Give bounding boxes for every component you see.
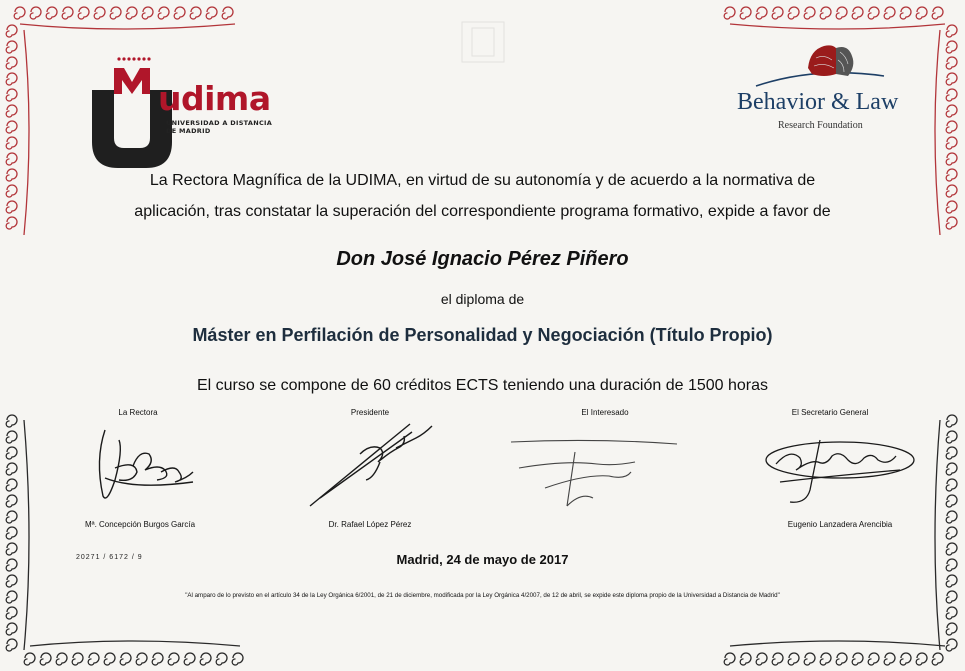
ornament-swirl [730,24,945,29]
ornament-scroll [78,7,89,19]
ornament-scroll [6,511,17,523]
ornament-scroll [868,653,879,665]
ornament-scroll [868,7,879,19]
udima-wordmark: udima [158,79,271,118]
ornament-scroll [946,89,957,101]
ornament-scroll [120,653,131,665]
ornament-scroll [946,591,957,603]
signature-name-secretario: Eugenio Lanzadera Arencibia [787,520,893,529]
ornament-scroll [30,7,41,19]
ornament-scroll [852,7,863,19]
ornament-scroll [946,25,957,37]
ornament-scroll [152,653,163,665]
ornament-swirl [730,641,945,646]
ornament-scroll [884,653,895,665]
ornament-scroll [6,201,17,213]
ornament-scroll [836,653,847,665]
ornament-scroll [94,7,105,19]
ornament-scroll [946,463,957,475]
ornament-swirl [30,641,240,646]
ornament-scroll [946,431,957,443]
ornament-scroll [788,7,799,19]
ornament-scroll [946,575,957,587]
ornament-scroll [756,7,767,19]
ornament-scroll [6,447,17,459]
signature-interesado [505,432,685,517]
signature-name-rectora: Mª. Concepción Burgos García [84,520,196,529]
signature-name-presidente: Dr. Rafael López Pérez [328,520,412,529]
degree-title: Máster en Perfilación de Personalidad y Negociación (Título Propio) [192,325,773,345]
ornament-scroll [946,73,957,85]
ornament-scroll [6,25,17,37]
ornament-scroll [946,607,957,619]
ornament-swirl [20,24,235,29]
ornament-scroll [836,7,847,19]
ornament-scroll [884,7,895,19]
ornament-swirl [935,420,940,650]
ornament-scroll [724,7,735,19]
behavior-law-name: Behavior & Law [737,89,899,115]
ornament-scroll [110,7,121,19]
ornament-scroll [6,57,17,69]
place-and-date: Madrid, 24 de mayo de 2017 [396,552,569,567]
ornament-scroll [900,7,911,19]
ornament-scroll [946,41,957,53]
ornament-swirl [24,420,29,650]
udima-subtitle [166,119,272,135]
ornament-scroll [804,7,815,19]
ornament-scroll [788,653,799,665]
ornament-scroll [6,153,17,165]
ornament-scroll [932,7,943,19]
ornament-scroll [184,653,195,665]
ornament-scroll [946,623,957,635]
behavior-law-subtitle: Research Foundation [778,120,863,131]
ornament-scroll [6,591,17,603]
ornament-scroll [804,653,815,665]
ornament-scroll [946,511,957,523]
registration-number: 20271 / 6172 / 9 [76,554,143,561]
ornament-scroll [6,463,17,475]
ornament-scroll [946,201,957,213]
ornament-scroll [946,495,957,507]
ornament-scroll [6,73,17,85]
ornament-scroll [772,653,783,665]
ornament-scroll [932,653,943,665]
ornament-scroll [6,105,17,117]
ornament-scroll [916,653,927,665]
ornament-scroll [724,653,735,665]
ornament-scroll [190,7,201,19]
ornament-scroll [946,185,957,197]
signature-title-interesado: El Interesado [581,408,629,417]
ornament-scroll [6,527,17,539]
ornament-scroll [820,653,831,665]
ornament-scroll [946,415,957,427]
ornament-scroll [756,653,767,665]
ornament-scroll [852,653,863,665]
ornament-scroll [6,137,17,149]
ornament-scroll [136,653,147,665]
ornament-scroll [6,495,17,507]
ornament-scroll [740,7,751,19]
ornament-scroll [946,479,957,491]
udima-subtitle-line2: DE MADRID [166,127,211,135]
intro-line-1: La Rectora Magnífica de la UDIMA, en virtud de su autonomía y de acuerdo a la normativa de [149,172,816,189]
ornament-scroll [740,653,751,665]
ornament-scroll [142,7,153,19]
signature-title-secretario: El Secretario General [791,408,869,417]
ornament-scroll [158,7,169,19]
ornament-scroll [946,447,957,459]
ornament-scroll [6,415,17,427]
ornament-scroll [6,89,17,101]
ornament-scroll [126,7,137,19]
ornament-scroll [946,639,957,651]
ornament-scroll [916,7,927,19]
ornament-scroll [6,639,17,651]
ornament-scroll [200,653,211,665]
ornament-scroll [56,653,67,665]
recipient-name: Don José Ignacio Pérez Piñero [336,248,629,270]
ornament-scroll [6,431,17,443]
ornament-scroll [40,653,51,665]
ornament-scroll [72,653,83,665]
ornament-scroll [6,41,17,53]
ornament-scroll [88,653,99,665]
faint-seal [458,18,508,78]
signature-title-presidente: Presidente [350,408,390,417]
intro-line-2: aplicación, tras constatar la superación del correspondiente programa formativo, expide a favor de [134,203,831,220]
ornament-scroll [222,7,233,19]
ornament-swirl [24,30,29,235]
ornament-scroll [206,7,217,19]
legal-note: "Al amparo de lo previsto en el artículo 34 de la Ley Orgánica 6/2001, de 21 de diciembre, modificada por la Ley Orgánica 4/2007, de 12 de abril, se expide este diploma propio de la Universidad a Distancia de Madrid" [185,592,780,599]
ornament-scroll [946,57,957,69]
ornament-scroll [46,7,57,19]
ornament-scroll [24,653,35,665]
ornament-scroll [232,653,243,665]
ornament-scroll [6,623,17,635]
ornament-scroll [772,7,783,19]
ornament-scroll [6,575,17,587]
ornament-scroll [946,153,957,165]
diploma-of-text: el diploma de [440,291,525,307]
ornament-scroll [6,479,17,491]
ornament-scroll [820,7,831,19]
ornament-scroll [946,137,957,149]
ornament-scroll [6,217,17,229]
signature-secretario [760,430,920,510]
ornament-scroll [14,7,25,19]
ornament-scroll [946,105,957,117]
ornament-scroll [104,653,115,665]
signature-title-rectora: La Rectora [118,408,158,417]
ornament-scroll [946,169,957,181]
ornament-scroll [6,121,17,133]
ornament-scroll [174,7,185,19]
ornament-scroll [168,653,179,665]
udima-subtitle-line1: UNIVERSIDAD A DISTANCIA [166,119,273,127]
ornament-scroll [900,653,911,665]
signature-presidente [300,418,450,513]
ornament-scroll [6,185,17,197]
ornament-scroll [62,7,73,19]
ornament-scroll [946,217,957,229]
signature-rectora [75,420,205,510]
ornament-scroll [946,121,957,133]
ornament-scroll [6,607,17,619]
ornament-scroll [946,527,957,539]
course-info: El curso se compone de 60 créditos ECTS teniendo una duración de 1500 horas [196,377,769,394]
ornament-scroll [6,169,17,181]
ornament-scroll [216,653,227,665]
